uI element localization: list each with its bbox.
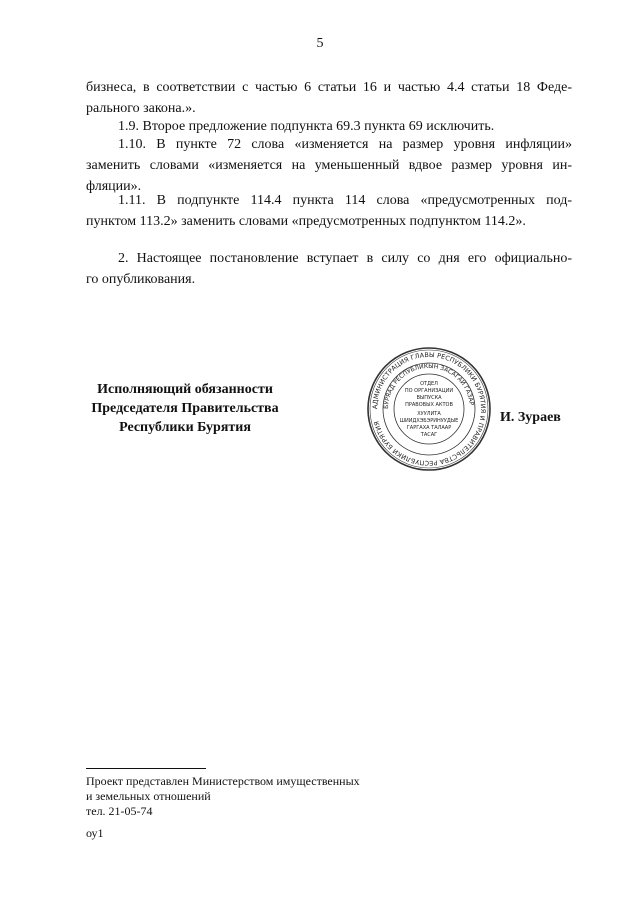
body-paragraph-1-continuation [86, 77, 572, 119]
seal-center-line: ХУУЛИТА [417, 411, 441, 417]
seal-center-line: ОТДЕЛ [420, 381, 438, 387]
body-line: бизнеса, в соответствии с частью 6 статьи 16 и частью 4.4 статьи 18 Феде- [86, 80, 572, 95]
footnote [86, 774, 360, 819]
signatory-name: И. Зураев [500, 410, 561, 425]
document-code: оу1 [86, 826, 104, 840]
seal-center-line: ПО ОРГАНИЗАЦИИ [404, 388, 454, 394]
body-line: заменить словами «изменяется на уменьшенный вдвое размер уровня ин- [86, 158, 572, 173]
body-line: 2. Настоящее постановление вступает в силу со дня его официально- [118, 251, 572, 266]
body-line: 1.10. В пункте 72 слова «изменяется на размер уровня инфляции» [118, 137, 572, 152]
seal-inner-ring-text: БУРЯАД РЕСПУБЛИКЫН ЗАСАГАЙ ГАЗАР [382, 362, 475, 410]
body-line: го опубликования. [86, 272, 196, 287]
body-paragraph-1-11 [86, 190, 572, 232]
body-line: пунктом 113.2» заменить словами «предусмотренных подпунктом 114.2». [86, 214, 526, 229]
body-paragraph-1-10 [86, 134, 572, 197]
seal-center-line: ШИИДХЭБЭРИНУУДЫЕ [399, 418, 459, 424]
seal-center-line: ГАРГАХА ТАЛААР [406, 425, 452, 431]
seal-outer-ring-text: АДМИНИСТРАЦИЯ ГЛАВЫ РЕСПУБЛИКИ БУРЯТИЯ И ПРАВИТЕЛЬСТВА РЕСПУБЛИКИ БУРЯТИЯ [370, 350, 488, 468]
body-line: фляции». [86, 179, 142, 194]
footnote-line: Проект представлен Министерством имущественных [86, 774, 360, 788]
seal-center-line: ТАСАГ [420, 432, 438, 438]
page-number: 5 [316, 36, 324, 51]
footnote-line: тел. 21-05-74 [86, 804, 153, 818]
signatory-position-line: Председателя Правительства [91, 401, 279, 416]
body-line: 1.11. В подпункте 114.4 пункта 114 слова «предусмотренных под- [118, 193, 572, 208]
signatory-position [70, 380, 300, 437]
body-line: 1.9. Второе предложение подпункта 69.3 пункта 69 исключить. [118, 119, 495, 134]
body-line: рального закона.». [86, 101, 196, 116]
footnote-divider [86, 768, 206, 769]
footnote-line: и земельных отношений [86, 789, 211, 803]
seal-center-line: ПРАВОВЫХ АКТОВ [405, 402, 453, 408]
official-seal [365, 345, 493, 473]
signatory-position-line: Республики Бурятия [119, 420, 251, 435]
signatory-position-line: Исполняющий обязанности [97, 382, 273, 397]
body-paragraph-2 [86, 248, 572, 290]
seal-center-line: ВЫПУСКА [416, 395, 442, 401]
